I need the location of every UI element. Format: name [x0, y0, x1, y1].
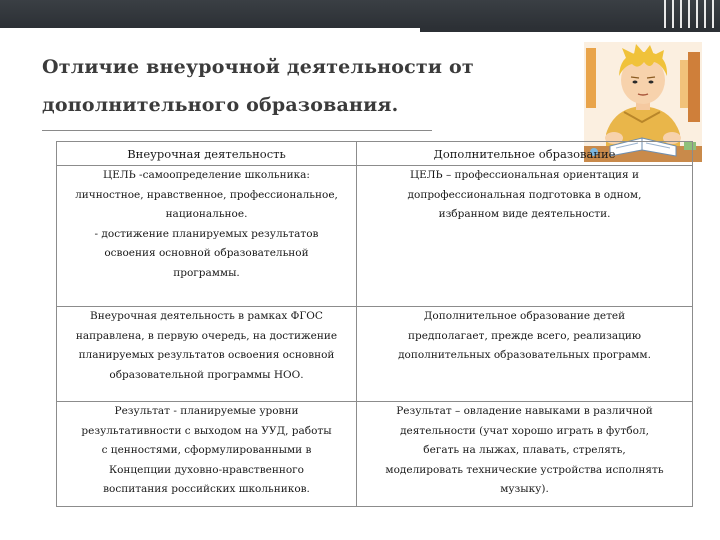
- header-stripe: [696, 0, 698, 28]
- slide-title-line: дополнительного образования.: [42, 94, 399, 116]
- cell-text: личностное, нравственное, профессиональное,: [75, 188, 338, 201]
- cell-text: результативности с выходом на УУД, работы: [81, 424, 332, 437]
- cell-text: деятельности (учат хорошо играть в футбол,: [400, 424, 649, 437]
- cell-text: ЦЕЛЬ -самоопределение школьника:: [103, 169, 310, 181]
- slide-title: [42, 48, 562, 124]
- header-stripe: [672, 0, 674, 28]
- cell-text: Результат – овладение навыками в различной: [396, 405, 653, 417]
- cell-text: образовательной программы НОО.: [109, 368, 304, 381]
- cell-text: с ценностями, сформулированными в: [101, 444, 312, 456]
- header-stripe: [688, 0, 690, 28]
- cell-text: - достижение планируемых результатов: [94, 227, 319, 240]
- cell-text: моделировать технические устройства исполнять: [385, 463, 664, 476]
- cell-text: национальное.: [165, 208, 248, 220]
- cell-text: бегать на лыжах, плавать, стрелять,: [423, 444, 626, 456]
- table-cell: [357, 402, 693, 507]
- table-cell: [357, 307, 693, 402]
- cell-text: программы.: [173, 266, 240, 279]
- table-row: [57, 307, 693, 402]
- cell-text: воспитания российских школьников.: [103, 483, 310, 495]
- cell-text: Внеурочная деятельность в рамках ФГОС: [90, 310, 323, 322]
- table-cell: [57, 402, 357, 507]
- header-accent: [420, 28, 720, 32]
- table-cell: [357, 166, 693, 307]
- cell-text: музыку).: [500, 483, 549, 495]
- table-row: [57, 166, 693, 307]
- cell-text: Дополнительное образование детей: [423, 310, 626, 322]
- cell-text: планируемых результатов освоения основной: [78, 349, 335, 361]
- column-header: Дополнительное образование: [357, 142, 693, 166]
- cell-text: допрофессиональная подготовка в одном,: [407, 188, 642, 201]
- table-row: [57, 402, 693, 507]
- table-header-row: [57, 142, 693, 166]
- header-stripe: [680, 0, 682, 28]
- slide-title-line: Отличие внеурочной деятельности от: [42, 56, 474, 78]
- cell-text: освоения основной образовательной: [104, 247, 309, 259]
- cell-text: дополнительных образовательных программ.: [398, 349, 651, 361]
- cell-text: ЦЕЛЬ – профессиональная ориентация и: [409, 169, 640, 181]
- header-stripe: [704, 0, 706, 28]
- cell-text: предполагает, прежде всего, реализацию: [408, 329, 641, 342]
- column-header: Внеурочная деятельность: [57, 142, 357, 166]
- header-stripe: [664, 0, 666, 28]
- slide-header-bar: [0, 0, 720, 28]
- table-cell: [57, 166, 357, 307]
- header-stripe: [712, 0, 714, 28]
- cell-text: направлена, в первую очередь, на достижение: [75, 329, 338, 342]
- table-cell: [57, 307, 357, 402]
- cell-text: Результат - планируемые уровни: [114, 405, 299, 417]
- comparison-table: [56, 141, 693, 507]
- cell-text: избранном виде деятельности.: [438, 208, 611, 220]
- title-underline: [42, 130, 432, 131]
- cell-text: Концепции духовно-нравственного: [108, 463, 304, 476]
